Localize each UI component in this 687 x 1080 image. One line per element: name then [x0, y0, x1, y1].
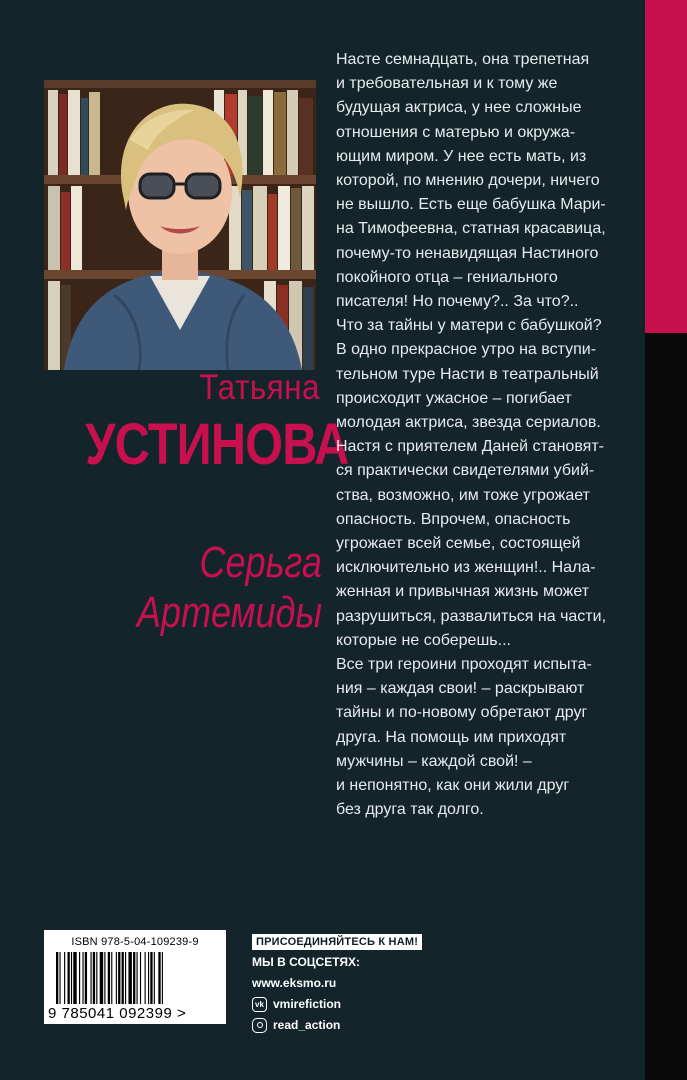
annotation-line: без друга так долго.: [336, 801, 484, 819]
website-link[interactable]: [252, 974, 442, 992]
social-heading: МЫ В СОЦСЕТЯХ:: [252, 955, 361, 969]
annotation-line: женная и привычная жизнь может: [336, 583, 590, 601]
annotation-line: на Тимофеевна, статная красавица,: [336, 220, 606, 238]
barcode-block: [44, 930, 226, 1024]
annotation-line: не вышло. Есть еще бабушка Мари-: [336, 196, 606, 214]
annotation-line: которой, по мнению дочери, ничего: [336, 172, 600, 190]
annotation-line: опасность. Впрочем, опасность: [336, 510, 571, 528]
annotation-line: писателя! Но почему?.. За что?..: [336, 293, 579, 311]
annotation-line: Что за тайны у матери с бабушкой?: [336, 317, 602, 335]
vk-icon: vk: [252, 997, 267, 1012]
book-title-line-2: Артемиды: [136, 588, 322, 637]
annotation-line: Все три героини проходят испыта-: [336, 656, 592, 674]
barcode-bars: [56, 952, 216, 1004]
annotation-line: друга. На помощь им приходят: [336, 728, 567, 746]
vk-label: vmirefiction: [273, 997, 342, 1011]
annotation-line: угрожает всей семье, состоящей: [336, 535, 581, 553]
annotation-line: отношения с матерью и окружа-: [336, 123, 576, 141]
website-label: www.eksmo.ru: [252, 976, 337, 990]
annotation-line: ся практически свидетелями убий-: [336, 462, 595, 480]
book-title-line-1: Серьга: [199, 538, 322, 587]
annotation-line: будущая актриса, у нее сложные: [336, 99, 582, 117]
annotation-line: покойного отца – гениального: [336, 268, 558, 286]
author-photo: [44, 80, 316, 370]
annotation-line: ющим миром. У нее есть мать, из: [336, 147, 587, 165]
annotation-line: тельном туре Насти в театральный: [336, 365, 599, 383]
annotation-line: почему-то ненавидящая Настиного: [336, 244, 599, 262]
author-first-name: Татьяна: [199, 368, 320, 407]
annotation-line: и непонятно, как они жили друг: [336, 777, 570, 795]
join-us-banner: ПРИСОЕДИНЯЙТЕСЬ К НАМ!: [252, 934, 422, 950]
annotation-line: исключительно из женщин!.. Нала-: [336, 559, 596, 577]
annotation-line: Настя с приятелем Даней становят-: [336, 438, 604, 456]
annotation-line: которые не соберешь...: [336, 631, 511, 649]
annotation-line: В одно прекрасное утро на вступи-: [336, 341, 597, 359]
instagram-link[interactable]: [252, 1016, 442, 1034]
annotation-text: [336, 48, 636, 823]
annotation-line: разрушиться, развалиться на части,: [336, 607, 607, 625]
spine-accent-band: [645, 0, 687, 333]
annotation-line: Насте семнадцать, она трепетная: [336, 51, 590, 68]
annotation-line: и требовательная и к тому же: [336, 75, 558, 93]
annotation-line: ства, возможно, им тоже угрожает: [336, 486, 590, 504]
instagram-icon: [252, 1018, 267, 1033]
annotation-line: тайны и по-новому обретают друг: [336, 704, 588, 722]
instagram-label: read_action: [273, 1018, 341, 1032]
barcode-digits: 9 785041 092399 >: [48, 1005, 187, 1022]
annotation-line: происходит ужасное – погибает: [336, 389, 572, 407]
isbn-label: ISBN 978-5-04-109239-9: [71, 936, 199, 948]
annotation-line: ния – каждая свои! – раскрывают: [336, 680, 585, 698]
spine-dark-band: [645, 333, 687, 1080]
book-title: [107, 538, 322, 638]
author-last-name: УСТИНОВА: [85, 412, 349, 477]
annotation-line: молодая актриса, звезда сериалов.: [336, 414, 601, 432]
annotation-line: мужчины – каждой свой! –: [336, 752, 532, 770]
vk-link[interactable]: [252, 995, 442, 1013]
social-block: [252, 932, 442, 1034]
